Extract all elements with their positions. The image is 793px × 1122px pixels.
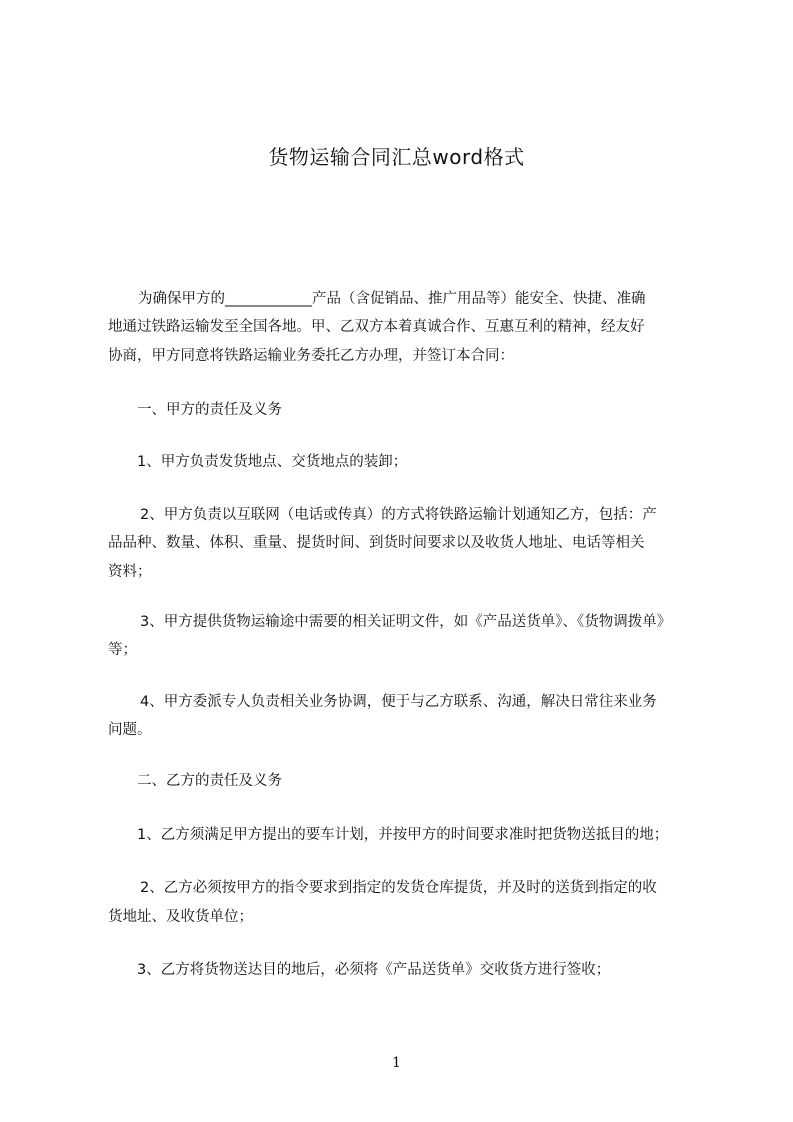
- section1-item2-line-1: 2、甲方负责以互联网（电话或传真）的方式将铁路运输计划通知乙方，包括：产: [140, 507, 657, 523]
- section1-item4-line-2: 问题。: [108, 722, 152, 738]
- intro-line-1: 为确保甲方的____________产品（含促销品、推广用品等）能安全、快捷、准确: [138, 291, 646, 307]
- section1-item1-line-1: 1、甲方负责发货地点、交货地点的装卸；: [137, 454, 408, 470]
- intro-line-3: 协商，甲方同意将铁路运输业务委托乙方办理，并签订本合同：: [108, 348, 514, 364]
- section2-item2-line-1: 2、乙方必须按甲方的指令要求到指定的发货仓库提货，并及时的送货到指定的收: [140, 880, 657, 896]
- section1-item3-line-2: 等；: [108, 642, 137, 658]
- page-number: 1: [392, 1055, 401, 1071]
- section1-heading: 一、甲方的责任及义务: [137, 402, 282, 418]
- section2-item2-line-2: 货地址、及收货单位；: [108, 909, 253, 925]
- section1-item2-line-2: 品品种、数量、体积、重量、提货时间、到货时间要求以及收货人地址、电话等相关: [108, 535, 645, 551]
- intro-line-2: 地通过铁路运输发至全国各地。甲、乙双方本着真诚合作、互惠互利的精神，经友好: [108, 319, 645, 335]
- section1-item4-line-1: 4、甲方委派专人负责相关业务协调，便于与乙方联系、沟通，解决日常往来业务: [140, 694, 657, 710]
- section1-item2-line-3: 资料；: [108, 564, 152, 580]
- section2-heading: 二、乙方的责任及义务: [137, 773, 282, 789]
- document-title: 货物运输合同汇总word格式: [268, 145, 525, 169]
- section2-item3-line-1: 3、乙方将货物送达目的地后，必须将《产品送货单》交收货方进行签收；: [137, 962, 611, 978]
- section1-item3-line-1: 3、甲方提供货物运输途中需要的相关证明文件，如《产品送货单》、《货物调拨单》: [140, 614, 672, 630]
- section2-item1-line-1: 1、乙方须满足甲方提出的要车计划，并按甲方的时间要求准时把货物送抵目的地；: [137, 827, 669, 843]
